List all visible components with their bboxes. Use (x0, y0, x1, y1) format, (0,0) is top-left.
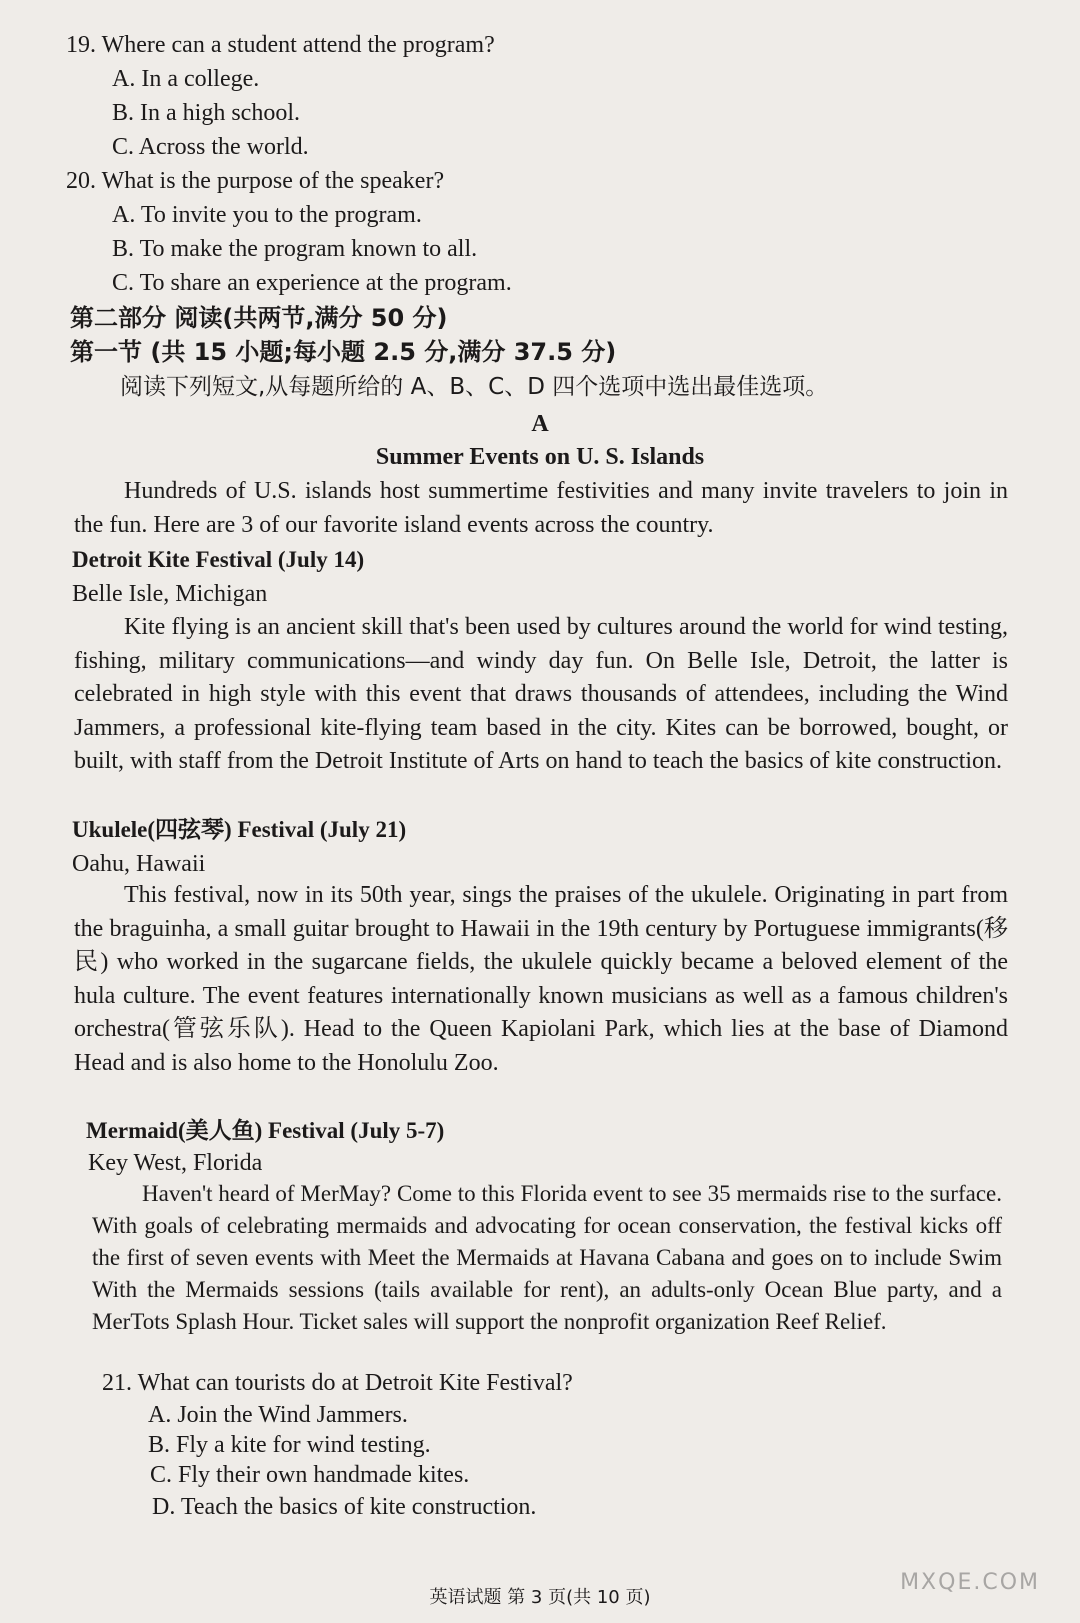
question-20-option-b: B. To make the program known to all. (112, 236, 478, 262)
event-text-ukulele: This festival, now in its 50th year, sings the praises of the ukulele. Originating in part from the braguinha, a small guitar brought to Hawaii in the 19th century by Portuguese immigrants(移民) who worked in the sugarcane fields, the ukulele quickly became a beloved element of the hula culture. The event features internationally known musicians as well as a famous children's orchestra(管弦乐队). Head to the Queen Kapiolani Park, which lies at the base of Diamond Head and is also home to the Honolulu Zoo. (74, 882, 1008, 1076)
passage-letter: A (531, 411, 549, 437)
watermark-logo: MXQE.COM (900, 1570, 1040, 1595)
event-heading-ukulele: Ukulele(四弦琴) Festival (July 21) (72, 817, 407, 842)
event-text-mermaid: Haven't heard of MerMay? Come to this Florida event to see 35 mermaids rise to the surface. With goals of celebrating mermaids and advocating for ocean conservation, the festival kicks off the first of seven events with Meet the Mermaids at Havana Cabana and goes on to include Swim With the Mermaids sessions (tails available for rent), an adults-only Ocean Blue party, and a MerTots Splash Hour. Ticket sales will support the nonprofit organization Reef Relief. (92, 1181, 1002, 1334)
question-19-option-b: B. In a high school. (112, 100, 300, 126)
passage-intro: Hundreds of U.S. islands host summertime festivities and many invite travelers to join in the fun. Here are 3 of our favorite island events across the country. (74, 478, 1008, 538)
page-footer: 英语试题 第 3 页(共 10 页) (429, 1587, 651, 1608)
instruction: 阅读下列短文,从每题所给的 A、B、C、D 四个选项中选出最佳选项。 (120, 374, 829, 400)
question-21-stem: 21. What can tourists do at Detroit Kite Festival? (102, 1370, 573, 1396)
event-place-kite: Belle Isle, Michigan (72, 581, 268, 607)
event-heading-mermaid: Mermaid(美人鱼) Festival (July 5-7) (86, 1118, 445, 1143)
question-21-option-d: D. Teach the basics of kite construction. (152, 1494, 537, 1520)
question-21-option-a: A. Join the Wind Jammers. (148, 1402, 408, 1428)
event-text-kite: Kite flying is an ancient skill that's been used by cultures around the world for wind testing, fishing, military communications—and windy day fun. On Belle Isle, Detroit, the latter is celebrated in high style with this event that draws thousands of attendees, including the Wind Jammers, a professional kite-flying team based in the city. Kites can be borrowed, bought, or built, with staff from the Detroit Institute of Arts on hand to teach the basics of kite construction. (74, 614, 1008, 775)
question-20-stem: 20. What is the purpose of the speaker? (66, 168, 445, 194)
event-heading-kite: Detroit Kite Festival (July 14) (72, 547, 365, 572)
part-title: 第二部分 阅读(共两节,满分 50 分) (70, 304, 448, 332)
event-place-ukulele: Oahu, Hawaii (72, 851, 206, 877)
question-21-option-c: C. Fly their own handmade kites. (150, 1462, 470, 1488)
event-place-mermaid: Key West, Florida (88, 1150, 263, 1176)
question-20-option-c: C. To share an experience at the program. (112, 270, 512, 296)
question-20-option-a: A. To invite you to the program. (112, 202, 422, 228)
question-19-option-c: C. Across the world. (112, 134, 309, 160)
question-21-option-b: B. Fly a kite for wind testing. (148, 1432, 431, 1458)
passage-title: Summer Events on U. S. Islands (375, 444, 705, 470)
question-19-stem: 19. Where can a student attend the program? (66, 32, 495, 58)
section-title: 第一节 (共 15 小题;每小题 2.5 分,满分 37.5 分) (70, 338, 617, 366)
question-19-option-a: A. In a college. (112, 66, 260, 92)
